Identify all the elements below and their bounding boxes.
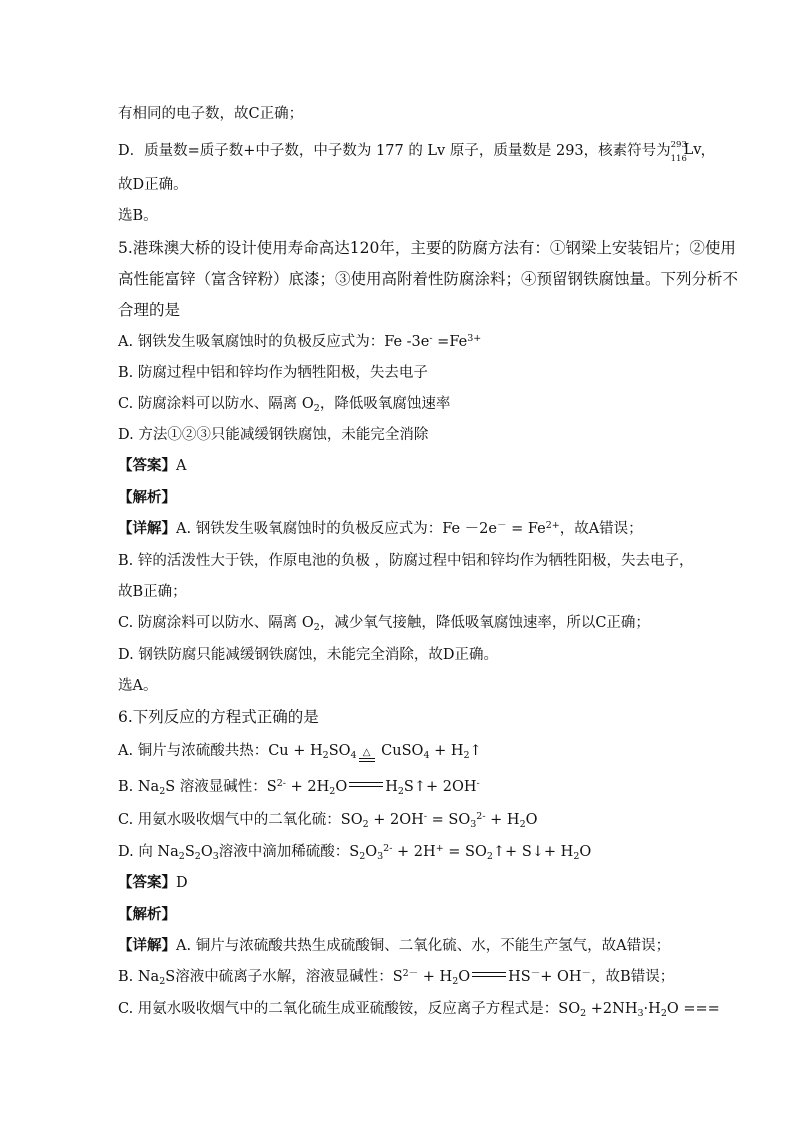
explanation-line: 故B正确； — [118, 584, 187, 600]
question-5-stem: 5.港珠澳大桥的设计使用寿命高达120年，主要的防腐方法有：①钢梁上安装铝片；②使用 — [118, 239, 736, 257]
explanation-line: 选A。 — [118, 678, 158, 694]
question-6-stem: 6.下列反应的方程式正确的是 — [118, 708, 319, 726]
nuclide-symbol: 293 116 Lv — [670, 140, 702, 164]
text-line: D．质量数=质子数+中子数，中子数为 177 的 Lv 原子，质量数是 293，核素符号为 293 116 Lv ， — [118, 140, 716, 164]
option-b: B. 防腐过程中铝和锌均作为牺牲阳极，失去电子 — [118, 365, 428, 381]
explanation-line: D. 钢铁防腐只能减缓钢铁腐蚀，未能完全消除，故D正确。 — [118, 647, 498, 663]
text-line: 选B。 — [118, 208, 158, 224]
analysis-heading: 【解析】 — [118, 489, 176, 506]
option-a: A. 钢铁发生吸氧腐蚀时的负极反应式为：Fe $-3e^- =Fe^{3+}$ — [118, 333, 482, 350]
option-a: A. 铜片与浓硫酸共热：$Cu + H_2SO_4$ △ CuSO$_4$ + $H_2↑$ — [118, 743, 482, 761]
equilibrium-sign — [349, 782, 383, 787]
answer-line: 【答案】A — [118, 457, 187, 474]
option-d: D. 方法①②③只能减缓钢铁腐蚀，未能完全消除 — [118, 427, 429, 443]
explanation-line: C. 用氨水吸收烟气中的二氧化硫生成亚硫酸铵，反应离子方程式是：$SO_2 +2NH_3\cdot H_2O$ === — [118, 1001, 720, 1019]
answer-line: 【答案】D — [118, 874, 188, 891]
option-c: C. 防腐涂料可以防水、隔离 $O_2$，降低吸氧腐蚀速率 — [118, 396, 451, 414]
analysis-heading: 【解析】 — [118, 906, 176, 923]
option-d: D. 向 $Na_2S_2O_3$溶液中滴加稀硫酸：$S_2O_3^{2-} + 2H^+$ = $SO_2↑+$ S↓+ $H_2O$ — [118, 843, 592, 862]
explanation-line: C. 防腐涂料可以防水、隔离 $O_2$，减少氧气接触，降低吸氧腐蚀速率，所以C正确； — [118, 615, 650, 633]
explanation-line: 【详解】A. 钢铁发生吸氧腐蚀时的负极反应式为：$Fe -2e^- = Fe^{2+}$，故A错误； — [118, 520, 643, 537]
option-b: B. $Na_2S$ 溶液显碱性：$S^{2-} + 2H_2O$ $H_2S↑+ 2OH^-$ — [118, 778, 480, 797]
text-line: 有相同的电子数，故C正确； — [118, 106, 304, 122]
explanation-line: B. 锌的活泼性大于铁，作原电池的负极 ，防腐过程中铝和锌均作为牺牲阳极，失去电子， — [118, 553, 694, 569]
text-line: 故D正确。 — [118, 177, 188, 193]
explanation-line: B. $Na_2S$溶液中硫离子水解，溶液显碱性：$S^{2-} + H_2O$ HS－+ OH－，故B错误； — [118, 968, 675, 987]
equilibrium-sign — [472, 972, 506, 977]
explanation-line: 【详解】A. 铜片与浓硫酸共热生成硫酸铜、二氧化硫、水，不能生产氢气，故A错误； — [118, 937, 671, 954]
question-5-stem: 合理的是 — [118, 301, 181, 319]
heat-equals-sign: △ — [359, 749, 375, 762]
option-c: C. 用氨水吸收烟气中的二氧化硫：$SO_2 + 2OH^- = SO_3^{2-} + H_2O$ — [118, 811, 538, 830]
question-5-stem: 高性能富锌（富含锌粉）底漆；③使用高附着性防腐涂料；④预留钢铁腐蚀量。下列分析不 — [118, 270, 739, 288]
